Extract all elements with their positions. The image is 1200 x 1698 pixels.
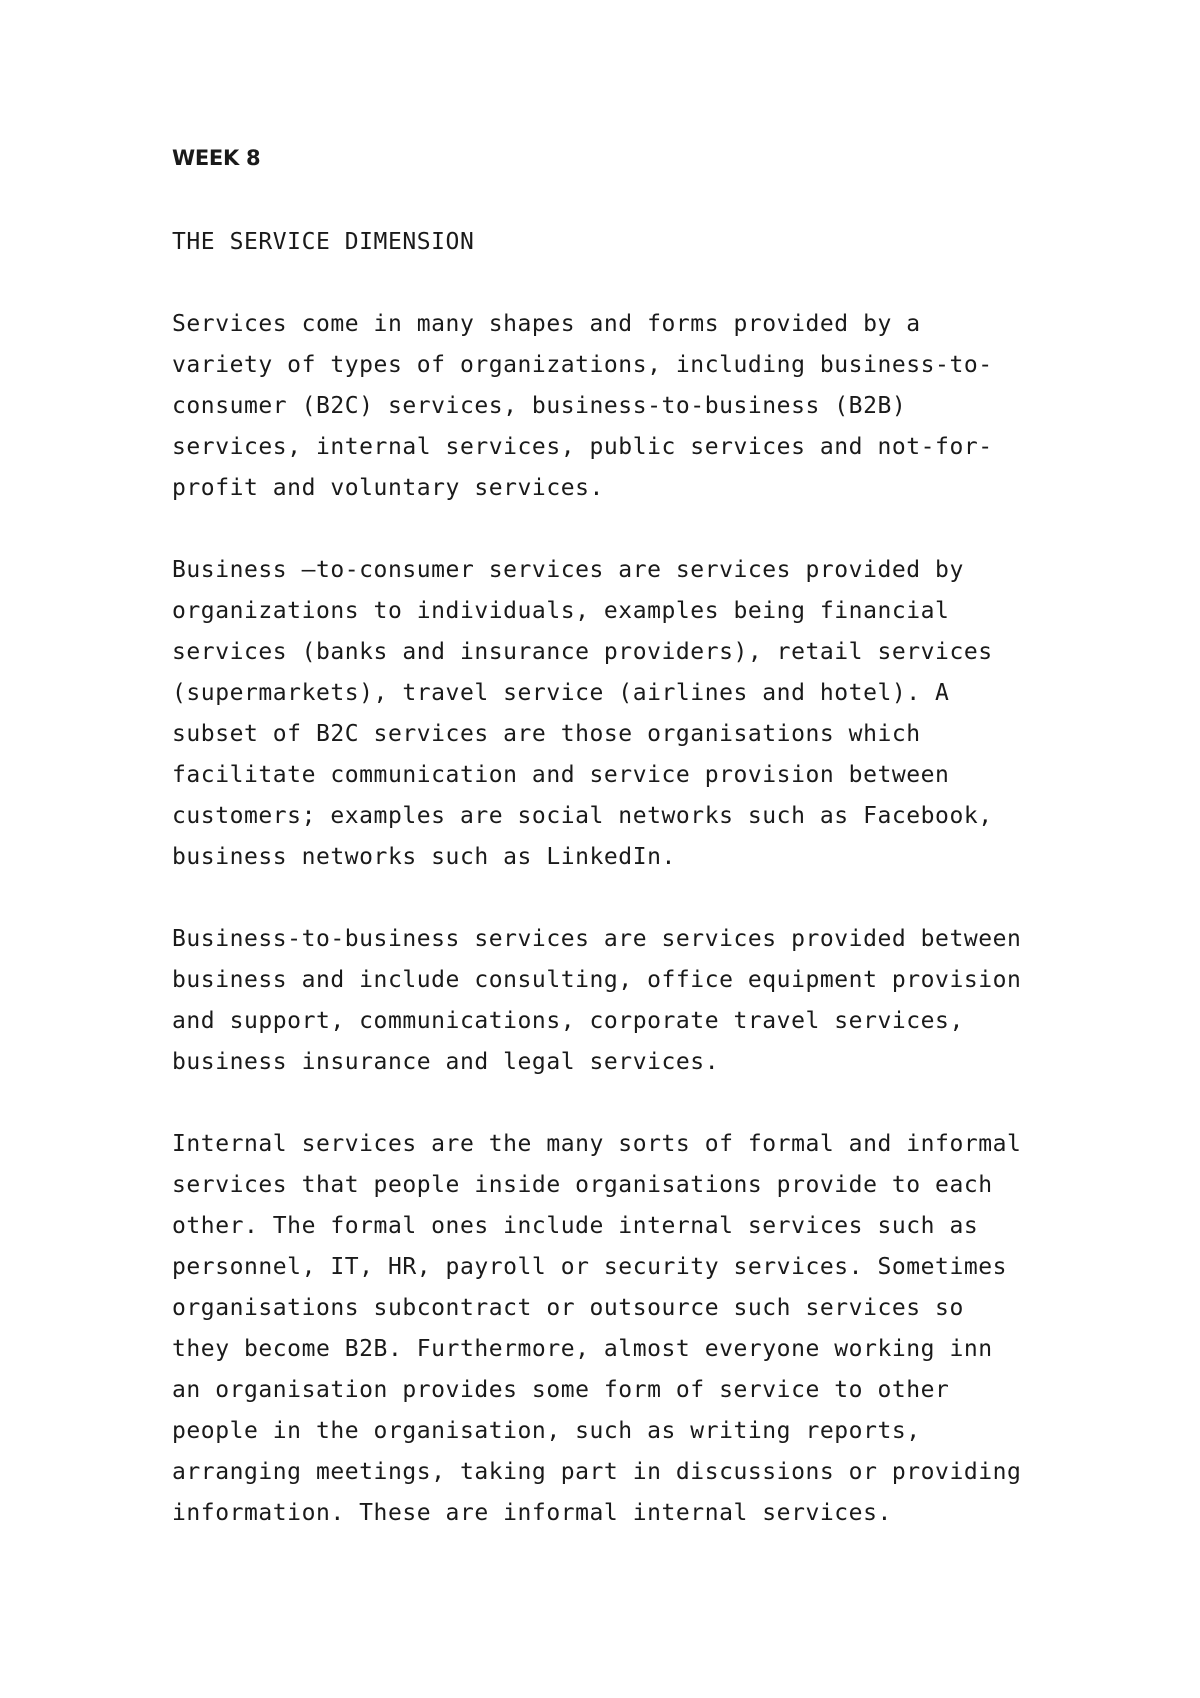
text-line: Internal services are the many sorts of formal and informal (172, 1131, 1022, 1157)
text-line: arranging meetings, taking part in discussions or providing (172, 1459, 1022, 1485)
paragraph-internal-services (172, 1124, 1052, 1534)
text-line: consumer (B2C) services, business-to-business (B2B) (172, 393, 907, 419)
text-line: services, internal services, public services and not-for- (172, 434, 993, 460)
text-line: (supermarkets), travel service (airlines and hotel). A (172, 680, 950, 706)
text-line: profit and voluntary services. (172, 475, 604, 501)
text-line: organizations to individuals, examples being financial (172, 598, 950, 624)
text-line: people in the organisation, such as writing reports, (172, 1418, 921, 1444)
section-heading: THE SERVICE DIMENSION (172, 229, 475, 255)
text-line: Business-to-business services are services provided between (172, 926, 1022, 952)
document-content (172, 140, 1052, 1575)
week-label: WEEK 8 (172, 146, 261, 170)
text-line: business networks such as LinkedIn. (172, 844, 676, 870)
text-line: services (banks and insurance providers), retail services (172, 639, 993, 665)
text-line: subset of B2C services are those organisations which (172, 721, 921, 747)
text-line: customers; examples are social networks such as Facebook, (172, 803, 993, 829)
paragraph-services-overview (172, 304, 1052, 509)
text-line: and support, communications, corporate travel services, (172, 1008, 964, 1034)
paragraph-b2b (172, 919, 1052, 1083)
text-line: an organisation provides some form of service to other (172, 1377, 950, 1403)
text-line: other. The formal ones include internal services such as (172, 1213, 979, 1239)
paragraph-b2c (172, 550, 1052, 878)
text-line: facilitate communication and service provision between (172, 762, 950, 788)
text-line: variety of types of organizations, including business-to- (172, 352, 993, 378)
text-line: Services come in many shapes and forms provided by a (172, 311, 921, 337)
text-line: they become B2B. Furthermore, almost everyone working inn (172, 1336, 993, 1362)
text-line: business insurance and legal services. (172, 1049, 720, 1075)
text-line: personnel, IT, HR, payroll or security services. Sometimes (172, 1254, 1008, 1280)
text-line: Business –to-consumer services are services provided by (172, 557, 964, 583)
text-line: organisations subcontract or outsource such services so (172, 1295, 964, 1321)
text-line: business and include consulting, office equipment provision (172, 967, 1022, 993)
text-line: information. These are informal internal services. (172, 1500, 892, 1526)
text-line: services that people inside organisations provide to each (172, 1172, 993, 1198)
